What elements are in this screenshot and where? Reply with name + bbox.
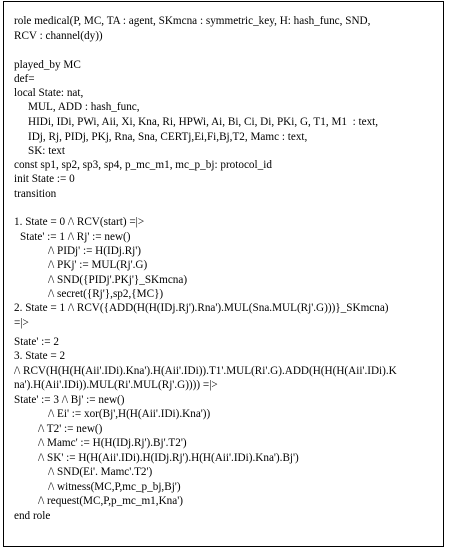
code-line: State' := 3 /\ Bj' := new()	[14, 394, 125, 406]
code-line: State' := 1 /\ Rj' := new()	[20, 231, 131, 243]
code-line: def=	[14, 73, 35, 85]
code-line: MUL, ADD : hash_func,	[28, 101, 140, 113]
code-line: /\ SND({PIDj'.PKj'}_SKmcna)	[48, 274, 188, 286]
code-line: /\ witness(MC,P,mc_p_bj,Bj')	[48, 481, 181, 493]
code-line: RCV : channel(dy))	[14, 30, 103, 42]
code-line: /\ secret({Rj'},sp2,{MC})	[48, 288, 164, 300]
code-line: /\ SK' := H(H(Aii'.IDi).H(IDj.Rj').H(H(Aii'.IDi).Kna').Bj')	[38, 452, 299, 464]
code-line: /\ SND(Ei'. Mamc'.T2')	[48, 466, 153, 478]
code-line: /\ PKj' := MUL(Rj'.G)	[48, 259, 148, 271]
code-line: HIDi, IDi, PWi, Aii, Xi, Kna, Ri, HPWi, Ai, Bi, Ci, Di, PKi, G, T1, M1 : text,	[28, 116, 379, 128]
code-line: const sp1, sp2, sp3, sp4, p_mc_m1, mc_p_bj: protocol_id	[14, 159, 272, 171]
code-line: =|>	[14, 317, 29, 329]
code-line: IDj, Rj, PIDj, PKj, Rna, Sna, CERTj,Ei,Fi,Bj,T2, Mamc : text,	[28, 131, 308, 143]
code-line: init State := 0	[14, 173, 75, 185]
code-line: played_by MC	[14, 59, 81, 71]
code-line: local State: nat,	[14, 87, 84, 99]
code-line: /\ PIDj' := H(IDj.Rj')	[48, 245, 142, 257]
code-line: /\ Mamc' := H(H(IDj.Rj').Bj'.T2')	[38, 437, 187, 449]
code-line: transition	[14, 188, 57, 200]
code-line: State' := 2	[14, 336, 59, 348]
code-line: /\ request(MC,P,p_mc_m1,Kna')	[38, 495, 183, 507]
code-line: /\ RCV(H(H(H(Aii'.IDi).Kna').H(Aii'.IDi)).T1'.MUL(Ri'.G).ADD(H(H(H(Aii'.IDi).K	[14, 365, 397, 377]
code-line: 2. State = 1 /\ RCV({ADD(H(H(IDj.Rj').Rna').MUL(Sna.MUL(Rj'.G)))}_SKmcna)	[14, 302, 389, 314]
code-line: 3. State = 2	[14, 350, 66, 362]
code-line: /\ T2' := new()	[38, 423, 103, 435]
code-line: na').H(Aii'.IDi)).MUL(Ri'.MUL(Rj'.G)))) =|>	[14, 379, 218, 391]
code-line: 1. State = 0 /\ RCV(start) =|>	[14, 216, 145, 228]
code-line: /\ Ei' := xor(Bj',H(H(Aii'.IDi).Kna'))	[48, 408, 211, 420]
code-line: SK: text	[28, 145, 65, 157]
code-line: end role	[14, 510, 51, 522]
code-line: role medical(P, MC, TA : agent, SKmcna : symmetric_key, H: hash_func, SND,	[14, 15, 371, 27]
code-document	[3, 1, 444, 547]
